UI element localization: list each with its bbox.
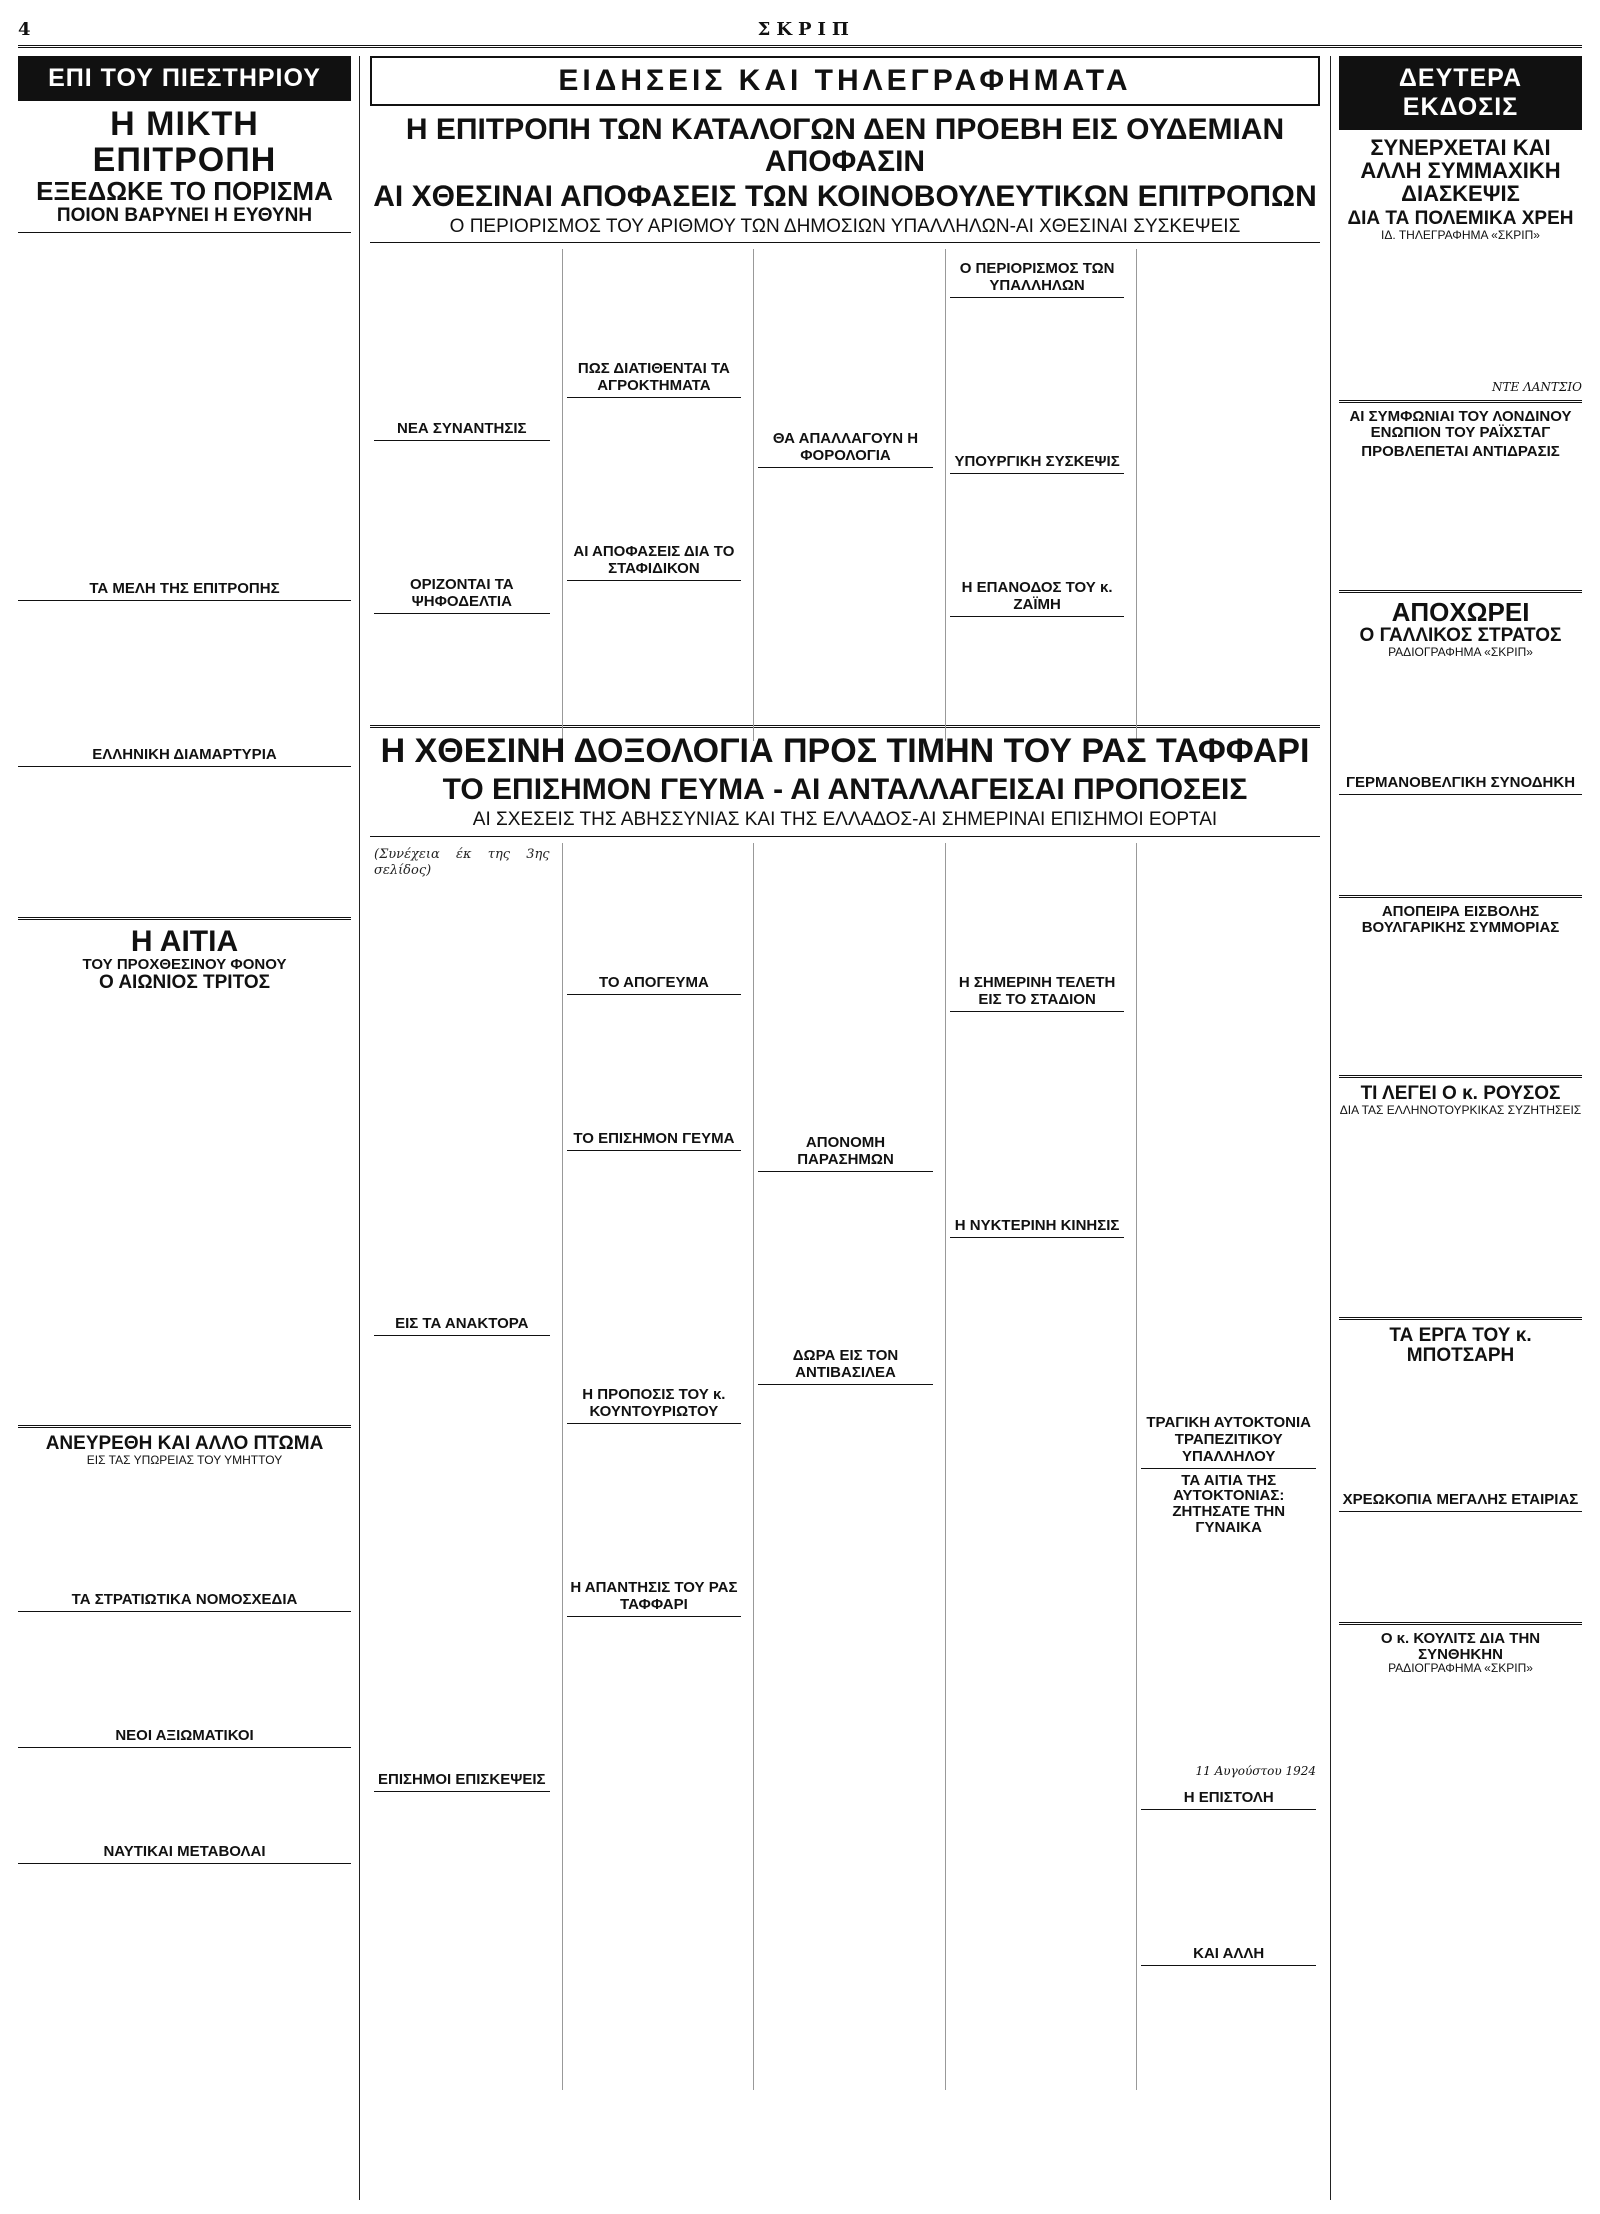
article-body xyxy=(567,1621,742,1921)
signature: ΝΤΕ ΛΑΝΤΣΙΟ xyxy=(1492,379,1582,394)
subhead-raisin: ΑΙ ΑΠΟΦΑΣΕΙΣ ΔΙΑ ΤΟ ΣΤΑΦΙΔΙΚΟΝ xyxy=(567,540,742,581)
article-body xyxy=(1339,1370,1582,1480)
subhead-new-officers: ΝΕΟΙ ΑΞΙΩΜΑΤΙΚΟΙ xyxy=(18,1724,351,1748)
article-body xyxy=(1141,1970,1316,2090)
article-body xyxy=(18,1616,351,1716)
article-body xyxy=(1141,1540,1316,1760)
article-body xyxy=(18,605,351,735)
article-body xyxy=(374,1340,550,1760)
article-body xyxy=(18,1470,351,1580)
headline-cause-sub: ΤΟΥ ΠΡΟΧΘΕΣΙΝΟΥ ΦΟΝΟΥ xyxy=(82,956,287,974)
subhead-and-another: ΚΑΙ ΑΛΛΗ xyxy=(1141,1942,1316,1966)
subhead-german-belgian: ΓΕΡΜΑΝΟΒΕΛΓΙΚΗ ΣΥΝΟΔΗΚΗ xyxy=(1339,771,1582,795)
subhead-suicide: ΤΡΑΓΙΚΗ ΑΥΤΟΚΤΟΝΙΑ ΤΡΑΠΕΖΙΤΙΚΟΥ ΥΠΑΛΛΗΛΟΥ xyxy=(1141,1411,1316,1469)
article-body xyxy=(374,618,550,738)
article-body xyxy=(374,1796,550,2016)
subhead-stadium-ceremony: Η ΣΗΜΕΡΙΝΗ ΤΕΛΕΤΗ ΕΙΣ ΤΟ ΣΤΑΔΙΟΝ xyxy=(950,971,1125,1012)
article-body xyxy=(1339,464,1582,584)
subhead-ballots: ΟΡΙΖΟΝΤΑΙ ΤΑ ΨΗΦΟΔΕΛΤΙΑ xyxy=(374,573,550,614)
article-body xyxy=(758,843,933,1123)
headline-bulgarian-gang: ΑΠΟΠΕΙΡΑ ΕΙΣΒΟΛΗΣ ΒΟΥΛΓΑΡΙΚΗΣ ΣΥΜΜΟΡΙΑΣ xyxy=(1361,902,1560,936)
article-body xyxy=(18,239,351,569)
headline-rousos-sub: ΔΙΑ ΤΑΣ ΕΛΛΗΝΟΤΟΥΡΚΙΚΑΣ ΣΥΖΗΤΗΣΕΙΣ xyxy=(1339,1103,1582,1118)
headline-cause: Η ΑΙΤΙΑ xyxy=(130,924,239,958)
section-band-news: ΕΙΔΗΣΕΙΣ ΚΑΙ ΤΗΛΕΓΡΑΦΗΜΑΤΑ xyxy=(370,56,1320,106)
headline-botsaris: ΤΑ ΕΡΓΑ ΤΟΥ κ. ΜΠΟΤΣΑΡΗ xyxy=(1389,1324,1532,1366)
article-body xyxy=(18,771,351,911)
source-telegram: ΙΔ. ΤΗΛΕΓΡΑΦΗΜΑ «ΣΚΡΙΠ» xyxy=(1381,228,1540,243)
headline-civil-servants: Ο ΠΕΡΙΟΡΙΣΜΟΣ ΤΟΥ ΑΡΙΘΜΟΥ ΤΩΝ ΔΗΜΟΣΙΩΝ ΥΠΑΛΛΗΛΩΝ-ΑΙ ΧΘΕΣΙΝΑΙ ΣΥΣΚΕΨΕΙΣ xyxy=(449,215,1241,237)
article-body xyxy=(1141,249,1316,689)
right-section-box: ΔΕΥΤΕΡΑ ΕΚΔΟΣΙΣ xyxy=(1339,56,1582,130)
left-section-box: ΕΠΙ ΤΟΥ ΠΙΕΣΤΗΡΙΟΥ xyxy=(18,56,351,101)
article-body xyxy=(1339,1121,1582,1311)
article-body xyxy=(950,621,1125,741)
headline-london-agreements: ΑΙ ΣΥΜΦΩΝΙΑΙ ΤΟΥ ΛΟΝΔΙΝΟΥ ΕΝΩΠΙΟΝ ΤΟΥ ΡΑΪΧΣΤΑΓ xyxy=(1349,407,1572,441)
article-body xyxy=(567,402,742,532)
subhead-zaimis-return: Η ΕΠΑΝΟΔΟΣ ΤΟΥ κ. ΖΑΪΜΗ xyxy=(950,576,1125,617)
subhead-military-bills: ΤΑ ΣΤΡΑΤΙΩΤΙΚΑ ΝΟΜΟΣΧΕΔΙΑ xyxy=(18,1588,351,1612)
article-body xyxy=(1339,939,1582,1069)
article-date: 11 Αυγούστου 1924 xyxy=(1195,1763,1316,1778)
headline-allied-conference: ΣΥΝΕΡΧΕΤΑΙ ΚΑΙ ΑΛΛΗ ΣΥΜΜΑΧΙΚΗ ΔΙΑΣΚΕΨΙΣ xyxy=(1360,135,1561,207)
headline-body-found: ΑΝΕΥΡΕΘΗ ΚΑΙ ΑΛΛΟ ΠΤΩΜΑ xyxy=(45,1432,324,1454)
article-body xyxy=(1339,1516,1582,1616)
continuation-note: (Συνέχεια έκ της 3ης σελίδος) xyxy=(374,846,550,879)
headline-abyssinia-relations: ΑΙ ΣΧΕΣΕΙΣ ΤΗΣ ΑΒΗΣΣΥΝΙΑΣ ΚΑΙ ΤΗΣ ΕΛΛΑΔΟΣ-ΑΙ ΣΗΜΕΡΙΝΑΙ ΕΠΙΣΗΜΟΙ ΕΟΡΤΑΙ xyxy=(472,808,1218,830)
article-body xyxy=(758,249,933,419)
headline-verdict: ΕΞΕΔΩΚΕ ΤΟ ΠΟΡΙΣΜΑ xyxy=(36,176,333,207)
article-body xyxy=(567,249,742,349)
article-body xyxy=(1339,246,1582,376)
subhead-servants-limit: Ο ΠΕΡΙΟΡΙΣΜΟΣ ΤΩΝ ΥΠΑΛΛΗΛΩΝ xyxy=(950,257,1125,298)
subhead-bankruptcy: ΧΡΕΩΚΟΠΙΑ ΜΕΓΑΛΗΣ ΕΤΑΙΡΙΑΣ xyxy=(1339,1488,1582,1512)
subhead-farmland: ΠΩΣ ΔΙΑΤΙΘΕΝΤΑΙ ΤΑ ΑΓΡΟΚΤΗΜΑΤΑ xyxy=(567,357,742,398)
article-body xyxy=(950,1016,1125,1206)
left-column xyxy=(18,56,360,2200)
article-body xyxy=(567,843,742,963)
article-body xyxy=(950,843,1125,963)
headline-rousos: ΤΙ ΛΕΓΕΙ Ο κ. ΡΟΥΣΟΣ xyxy=(1360,1083,1561,1105)
subhead-protest: ΕΛΛΗΝΙΚΗ ΔΙΑΜΑΡΤΥΡΙΑ xyxy=(18,743,351,767)
headline-koulits: Ο κ. ΚΟΥΛΙΤΣ ΔΙΑ ΤΗΝ ΣΥΝΘΗΚΗΝ xyxy=(1380,1629,1541,1663)
subhead-new-meeting: ΝΕΑ ΣΥΝΑΝΤΗΣΙΣ xyxy=(374,417,550,441)
right-column xyxy=(1330,56,1582,2200)
headline-suicide-cause: ΤΑ ΑΙΤΙΑ ΤΗΣ ΑΥΤΟΚΤΟΝΙΑΣ: ΖΗΤΗΣΑΤΕ ΤΗΝ ΓΥΝΑΙΚΑ xyxy=(1172,1471,1286,1536)
headline-responsibility: ΠΟΙΟΝ ΒΑΡΥΝΕΙ Η ΕΥΘΥΝΗ xyxy=(56,204,313,226)
page-number: 4 xyxy=(18,19,31,40)
subhead-gifts: ΔΩΡΑ ΕΙΣ ΤΟΝ ΑΝΤΙΒΑΣΙΛΕΑ xyxy=(758,1344,933,1385)
subhead-decorations: ΑΠΟΝΟΜΗ ΠΑΡΑΣΗΜΩΝ xyxy=(758,1131,933,1172)
headline-withdraws: ΑΠΟΧΩΡΕΙ xyxy=(1391,597,1530,628)
subhead-official-dinner: ΤΟ ΕΠΙΣΗΜΟΝ ΓΕΥΜΑ xyxy=(567,1127,742,1151)
headline-cause-third: Ο ΑΙΩΝΙΟΣ ΤΡΙΤΟΣ xyxy=(98,971,271,993)
article-body xyxy=(567,585,742,725)
article-body xyxy=(567,999,742,1119)
headline-reaction: ΠΡΟΒΛΕΠΕΤΑΙ ΑΝΤΙΔΡΑΣΙΣ xyxy=(1361,443,1560,461)
subhead-afternoon: ΤΟ ΑΠΟΓΕΥΜΑ xyxy=(567,971,742,995)
masthead xyxy=(18,14,1582,48)
article-body xyxy=(374,249,550,409)
article-body xyxy=(950,478,1125,568)
subhead-ministerial-meeting: ΥΠΟΥΡΓΙΚΗ ΣΥΣΚΕΨΙΣ xyxy=(950,450,1125,474)
headline-war-debts: ΔΙΑ ΤΑ ΠΟΛΕΜΙΚΑ ΧΡΕΗ xyxy=(1347,208,1574,230)
subhead-official-visits: ΕΠΙΣΗΜΟΙ ΕΠΙΣΚΕΨΕΙΣ xyxy=(374,1768,550,1792)
subhead-palace: ΕΙΣ ΤΑ ΑΝΑΚΤΟΡΑ xyxy=(374,1312,550,1336)
source-radio: ΡΑΔΙΟΓΡΑΦΗΜΑ «ΣΚΡΙΠ» xyxy=(1388,645,1533,660)
article-body xyxy=(758,472,933,692)
paper-name: ΣΚΡΙΠ xyxy=(757,19,855,40)
headline-french-army: Ο ΓΑΛΛΙΚΟΣ ΣΤΡΑΤΟΣ xyxy=(1359,625,1562,647)
article-body xyxy=(758,1176,933,1336)
article-body xyxy=(1339,799,1582,889)
headline-mixed-committee: Η ΜΙΚΤΗ ΕΠΙΤΡΟΠΗ xyxy=(92,105,277,179)
subhead-tafari-reply: Η ΑΠΑΝΤΗΣΙΣ ΤΟΥ ΡΑΣ ΤΑΦΦΑΡΙ xyxy=(567,1576,742,1617)
headline-committees-decisions: ΑΙ ΧΘΕΣΙΝΑΙ ΑΠΟΦΑΣΕΙΣ ΤΩΝ ΚΟΙΝΟΒΟΥΛΕΥΤΙΚΩΝ ΕΠΙΤΡΟΠΩΝ xyxy=(373,180,1317,213)
article-body xyxy=(1141,843,1316,1403)
article-body xyxy=(567,1155,742,1375)
article-body xyxy=(18,1868,351,1958)
article-body xyxy=(1141,1814,1316,1934)
subhead-taxation: ΘΑ ΑΠΑΛΛΑΓΟΥΝ Η ΦΟΡΟΛΟΓΙΑ xyxy=(758,427,933,468)
article-body xyxy=(18,1752,351,1832)
article-body xyxy=(18,999,351,1419)
subhead-naval-changes: ΝΑΥΤΙΚΑΙ ΜΕΤΑΒΟΛΑΙ xyxy=(18,1840,351,1864)
article-body xyxy=(1339,663,1582,763)
article-body xyxy=(758,1389,933,1469)
subhead-letter: Η ΕΠΙΣΤΟΛΗ xyxy=(1141,1786,1316,1810)
subhead-members: ΤΑ ΜΕΛΗ ΤΗΣ ΕΠΙΤΡΟΠΗΣ xyxy=(18,577,351,601)
subhead-night-activity: Η ΝΥΚΤΕΡΙΝΗ ΚΙΝΗΣΙΣ xyxy=(950,1214,1125,1238)
source-radio-2: ΡΑΔΙΟΓΡΑΦΗΜΑ «ΣΚΡΙΠ» xyxy=(1388,1661,1533,1676)
article-body xyxy=(567,1428,742,1568)
article-body xyxy=(374,445,550,565)
headline-doxology: Η ΧΘΕΣΙΝΗ ΔΟΞΟΛΟΓΙΑ ΠΡΟΣ ΤΙΜΗΝ ΤΟΥ ΡΑΣ ΤΑΦΦΑΡΙ xyxy=(380,732,1310,771)
article-body xyxy=(950,302,1125,442)
article-body xyxy=(1339,1679,1582,1819)
headline-lists-committee: Η ΕΠΙΤΡΟΠΗ ΤΩΝ ΚΑΤΑΛΟΓΩΝ ΔΕΝ ΠΡΟΕΒΗ ΕΙΣ ΟΥΔΕΜΙΑΝ ΑΠΟΦΑΣΙΝ xyxy=(405,113,1285,178)
article-body xyxy=(950,1242,1125,1362)
subhead-toast-kountouriotis: Η ΠΡΟΠΟΣΙΣ ΤΟΥ κ. ΚΟΥΝΤΟΥΡΙΩΤΟΥ xyxy=(567,1383,742,1424)
headline-body-found-sub: ΕΙΣ ΤΑΣ ΥΠΩΡΕΙΑΣ ΤΟΥ ΥΜΗΤΤΟΥ xyxy=(86,1452,283,1467)
headline-official-dinner: ΤΟ ΕΠΙΣΗΜΟΝ ΓΕΥΜΑ - ΑΙ ΑΝΤΑΛΛΑΓΕΙΣΑΙ ΠΡΟΠΟΣΕΙΣ xyxy=(442,773,1248,807)
center-column xyxy=(370,56,1320,2200)
article-body xyxy=(374,884,550,1304)
